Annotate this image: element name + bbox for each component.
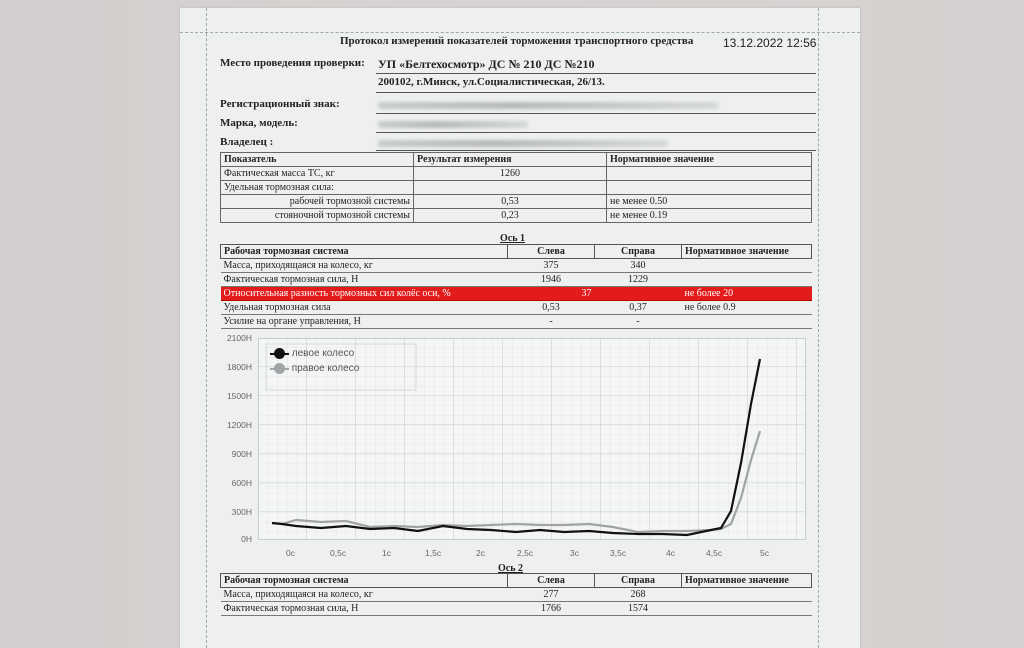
document-title: Протокол измерений показателей торможения транспортного средства bbox=[340, 35, 694, 47]
summary-table: Показатель Результат измерения Нормативное значение Фактическая масса ТС, кг 1260 Удельная тормозная сила: рабочей тормозной системы 0,53 не менее 0.50 стояночной тормозной системы 0,23 не менее 0.19 bbox=[220, 152, 812, 223]
place-value-1: УП «Белтехосмотр» ДС № 210 ДС №210 bbox=[378, 57, 595, 71]
place-value-2: 200102, г.Минск, ул.Социалистическая, 26/13. bbox=[378, 76, 605, 88]
brand-label: Марка, модель: bbox=[220, 117, 298, 129]
right-wheel-legend-marker-icon bbox=[274, 363, 285, 374]
owner-value-redacted bbox=[378, 140, 668, 147]
legend-right-wheel: правое колесо bbox=[274, 363, 359, 374]
brand-value-redacted bbox=[378, 121, 528, 128]
left-wheel-legend-marker-icon bbox=[274, 348, 285, 359]
imbalance-row-highlight: Относительная разность тормозных сил колёс оси, % 37 не более 20 bbox=[221, 287, 812, 301]
place-label: Место проведения проверки: bbox=[220, 57, 365, 69]
protocol-document: Протокол измерений показателей торможения транспортного средства 13.12.2022 12:56 Место проведения проверки: УП «Белтехосмотр» ДС № 210 ДС №210 200102, г.Минск, ул.Социалистическая, 26/13. Регистрационный знак: Марка, модель: Владелец : Показатель Результат измерения Нормативное значение Фактическая масса ТС, кг 1260 Удельная тормозная сила: рабочей тормозной системы 0,53 не менее 0.50 стояночной тормозной системы 0,23 не менее 0.19 Ось 1 Рабочая тормозная система Слева Справа Нормативное значение Масса, приходящаяся на колесо, кг 375 340 Фактическая тормозная сила, Н 1946 1229 Относительная разность тормозных сил колёс оси, % 37 не более 20 Удельная тормозная сила 0,53 0,37 не более 0.9 Усилие на органе управления, Н - - 2100Н 1800Н 1500Н 1200Н 900Н 600Н 300Н 0Н левое колесо правое колесо 0с 0,5с 1с 1,5с 2с 2,5с 3с 3,5с 4с 4,5с 5с Ось 2 Рабочая тормозная система Слева Справа Нормативное значение Масса, приходящаяся на колесо, кг 277 268 Фактическая тормозная сила, Н 1766 1574 bbox=[180, 8, 860, 648]
axis2-title: Ось 2 bbox=[498, 563, 524, 574]
axis1-table: Рабочая тормозная система Слева Справа Нормативное значение Масса, приходящаяся на колесо, кг 375 340 Фактическая тормозная сила, Н 1946 1229 Относительная разность тормозных сил колёс оси, % 37 не более 20 Удельная тормозная сила 0,53 0,37 не более 0.9 Усилие на органе управления, Н - - bbox=[220, 244, 812, 329]
reg-value-redacted bbox=[378, 102, 718, 109]
document-datetime: 13.12.2022 12:56 bbox=[723, 36, 817, 50]
reg-label: Регистрационный знак: bbox=[220, 98, 340, 110]
owner-label: Владелец : bbox=[220, 136, 274, 148]
axis1-title: Ось 1 bbox=[500, 233, 526, 244]
axis2-table: Рабочая тормозная система Слева Справа Нормативное значение Масса, приходящаяся на колесо, кг 277 268 Фактическая тормозная сила, Н 1766 1574 bbox=[220, 573, 812, 616]
legend-left-wheel: левое колесо bbox=[274, 348, 354, 359]
